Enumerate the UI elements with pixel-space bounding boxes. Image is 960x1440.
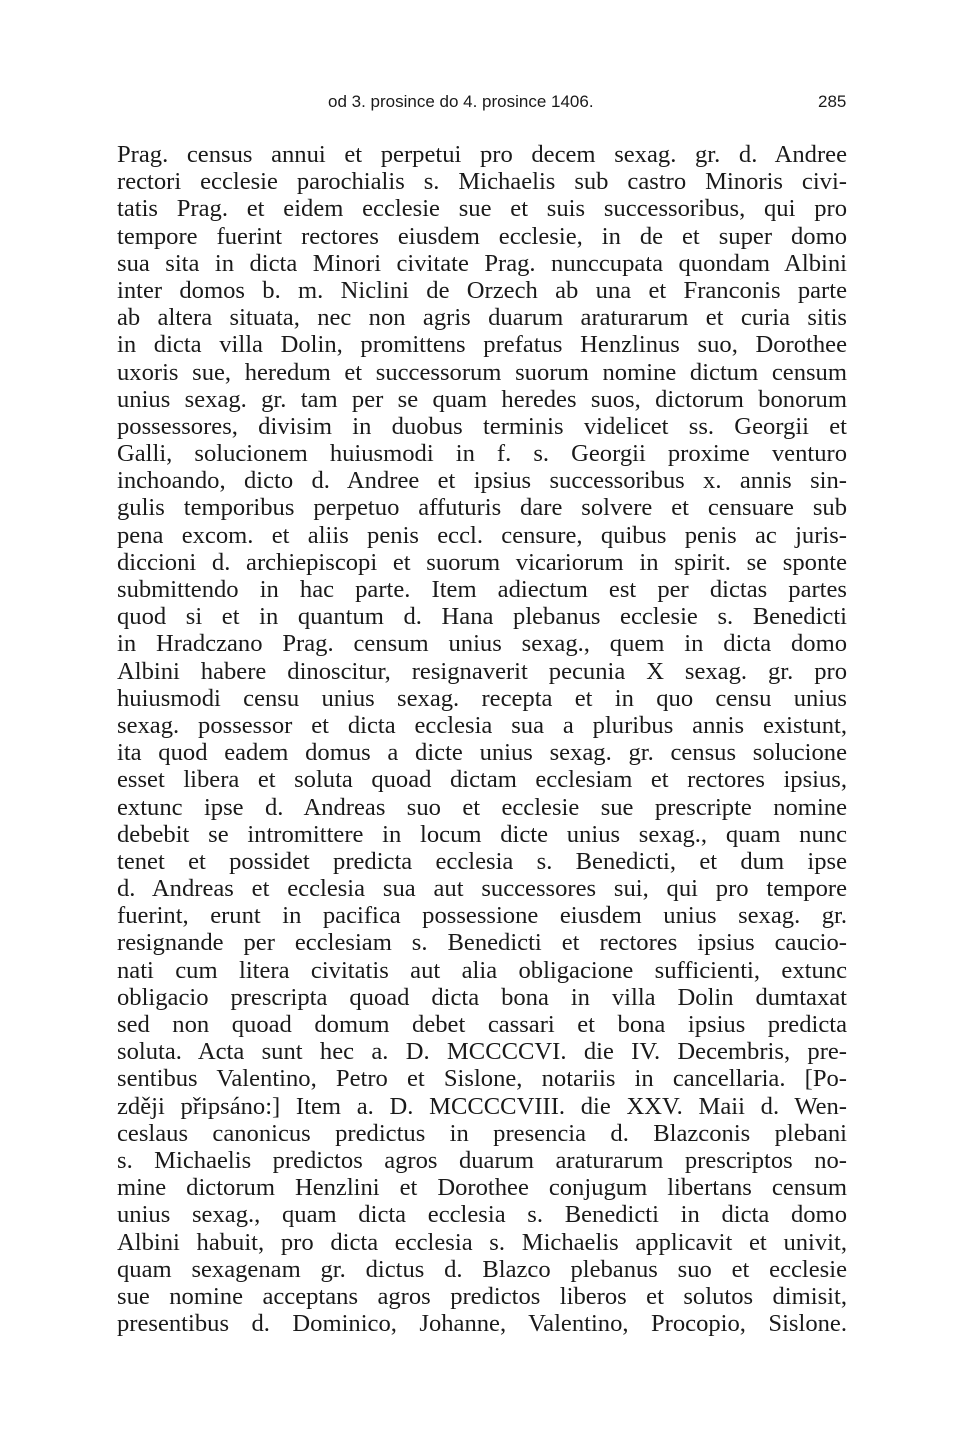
text-line: d. Andreas et ecclesia sua aut successores sui, qui pro tempore [117, 875, 847, 903]
text-line: inchoando, dicto d. Andree et ipsius successoribus x. annis sin- [117, 467, 847, 495]
text-line: sue nomine acceptans agros predictos liberos et solutos dimisit, [117, 1282, 847, 1310]
text-line: Albini habere dinoscitur, resignaverit pecunia X sexag. gr. pro [117, 657, 847, 685]
text-line: tatis Prag. et eidem ecclesie sue et suis successoribus, qui pro [117, 195, 847, 223]
text-line: s. Michaelis predictos agros duarum araturarum prescriptos no- [117, 1146, 847, 1174]
text-line: ita quod eadem domus a dicte unius sexag. gr. census solucione [117, 739, 847, 767]
text-line: tempore fuerint rectores eiusdem ecclesie, in de et super domo [117, 222, 847, 250]
text-line: in Hradczano Prag. censum unius sexag., quem in dicta domo [117, 630, 847, 658]
text-line: sexag. possessor et dicta ecclesia sua a pluribus annis existunt, [117, 711, 847, 739]
text-line: soluta. Acta sunt hec a. D. MCCCCVI. die IV. Decembris, pre- [117, 1038, 847, 1066]
text-line: huiusmodi censu unius sexag. recepta et in quo censu unius [117, 684, 847, 712]
text-line: mine dictorum Henzlini et Dorothee conjugum libertans censum [117, 1174, 847, 1202]
text-line: unius sexag. gr. tam per se quam heredes suos, dictorum bonorum [117, 385, 847, 413]
text-line: ceslaus canonicus predictus in presencia d. Blazconis plebani [117, 1119, 847, 1147]
text-line: ab altera situata, nec non agris duarum araturarum et curia sitis [117, 304, 847, 332]
text-line: unius sexag., quam dicta ecclesia s. Benedicti in dicta domo [117, 1201, 847, 1229]
text-line: in dicta villa Dolin, promittens prefatus Henzlinus suo, Dorothee [117, 331, 847, 359]
text-line: debebit se intromittere in locum dicte unius sexag., quam nunc [117, 820, 847, 848]
text-line: fuerint, erunt in pacifica possessione eiusdem unius sexag. gr. [117, 902, 847, 930]
text-line: uxoris sue, heredum et successorum suorum nomine dictum censum [117, 358, 847, 386]
text-line: submittendo in hac parte. Item adiectum est per dictas partes [117, 576, 847, 603]
text-line: resignande per ecclesiam s. Benedicti et rectores ipsius caucio- [117, 929, 847, 957]
text-line: extunc ipse d. Andreas suo et ecclesie sue prescripte nomine [117, 793, 847, 821]
text-line: pena excom. et aliis penis eccl. censure, quibus penis ac juris- [117, 521, 847, 549]
text-line: Galli, solucionem huiusmodi in f. s. Georgii proxime venturo [117, 440, 847, 468]
text-line: quod si et in quantum d. Hana plebanus ecclesie s. Benedicti [117, 603, 847, 631]
text-line: inter domos b. m. Niclini de Orzech ab una et Franconis parte [117, 276, 847, 304]
text-line: nati cum litera civitatis aut alia obligacione sufficienti, extunc [117, 956, 847, 984]
text-line: diccioni d. archiepiscopi et suorum vicariorum in spirit. se sponte [117, 548, 847, 576]
text-line: presentibus d. Dominico, Johanne, Valentino, Procopio, Sislone. [117, 1310, 847, 1338]
running-header [0, 92, 960, 116]
body-text [117, 141, 847, 1337]
text-line: rectori ecclesie parochialis s. Michaelis sub castro Minoris civi- [117, 168, 847, 196]
page-number: 285 [818, 92, 847, 111]
text-line: gulis temporibus perpetuo affuturis dare solvere et censuare sub [117, 494, 847, 522]
text-line: Prag. census annui et perpetui pro decem sexag. gr. d. Andree [117, 141, 847, 168]
text-line: obligacio prescripta quoad dicta bona in villa Dolin dumtaxat [117, 983, 847, 1011]
text-line: zději připsáno:] Item a. D. MCCCCVIII. die XXV. Maii d. Wen- [117, 1092, 847, 1120]
text-line: sentibus Valentino, Petro et Sislone, notariis in cancellaria. [Po- [117, 1065, 847, 1093]
text-line: quam sexagenam gr. dictus d. Blazco plebanus suo et ecclesie [117, 1255, 847, 1283]
text-line: esset libera et soluta quoad dictam ecclesiam et rectores ipsius, [117, 766, 847, 794]
text-line: sua sita in dicta Minori civitate Prag. nunccupata quondam Albini [117, 249, 847, 277]
text-line: Albini habuit, pro dicta ecclesia s. Michaelis applicavit et univit, [117, 1228, 847, 1256]
running-title: od 3. prosince do 4. prosince 1406. [328, 92, 594, 111]
text-line: tenet et possidet predicta ecclesia s. Benedicti, et dum ipse [117, 847, 847, 875]
text-line: possessores, divisim in duobus terminis videlicet ss. Georgii et [117, 412, 847, 440]
text-line: sed non quoad domum debet cassari et bona ipsius predicta [117, 1011, 847, 1038]
